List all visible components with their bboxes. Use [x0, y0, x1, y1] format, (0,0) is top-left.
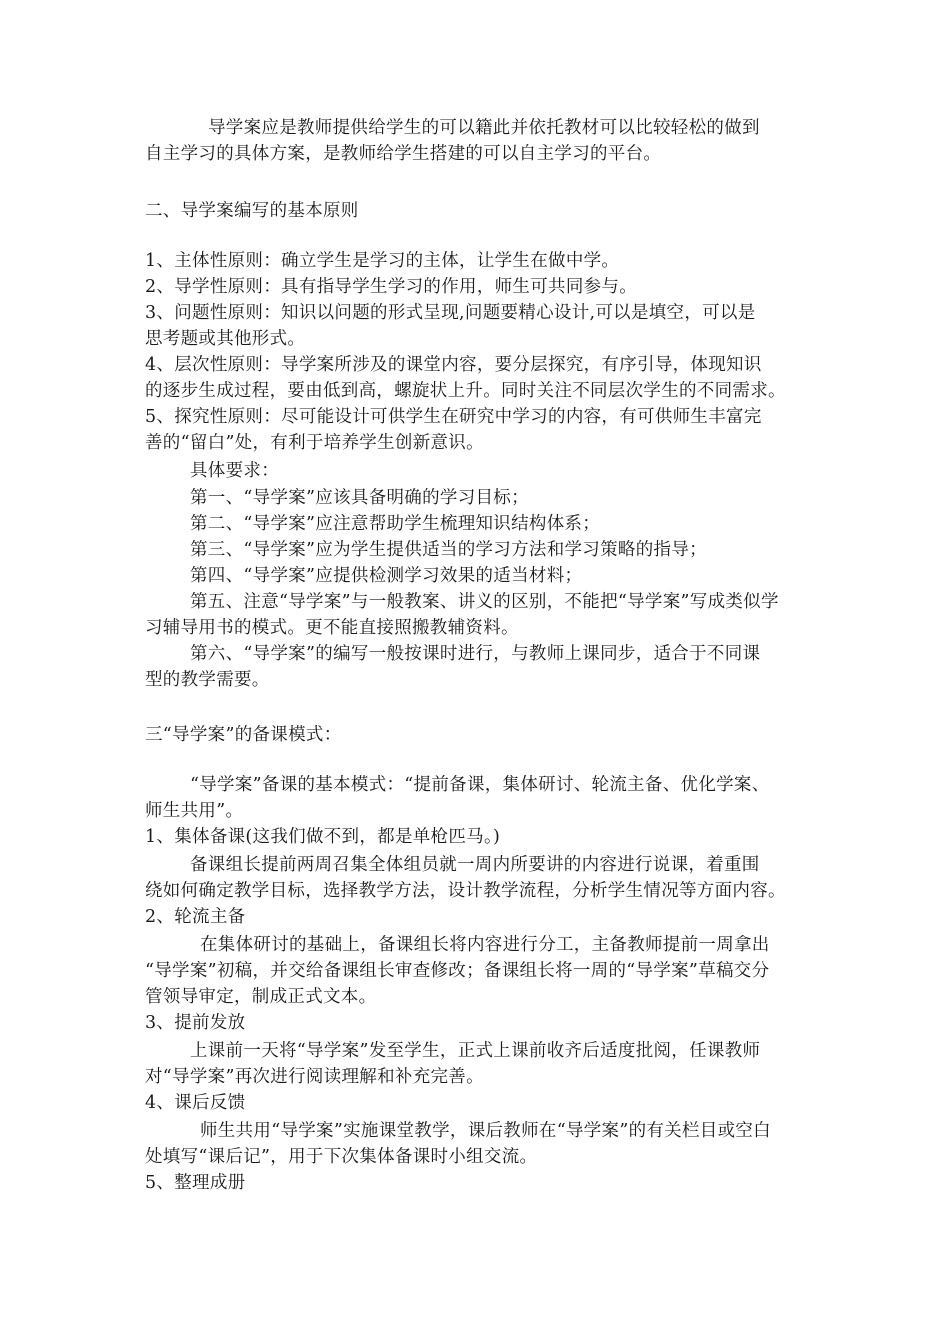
requirement-item: 第五、注意“导学案”与一般教案、讲义的区别，不能把“导学案”写成类似学	[190, 592, 779, 612]
paragraph-line: 上课前一天将“导学案”发至学生，正式上课前收齐后适度批阅，任课教师	[190, 1041, 761, 1061]
paragraph-line: 绕如何确定教学目标，选择教学方法，设计教学流程，分析学生情况等方面内容。	[145, 881, 786, 901]
list-item-continuation: 善的“留白”处，有利于培养学生创新意识。	[145, 433, 484, 453]
paragraph-line: 自主学习的具体方案，是教师给学生搭建的可以自主学习的平台。	[145, 144, 662, 164]
requirement-item: 第三、“导学案”应为学生提供适当的学习方法和学习策略的指导；	[190, 540, 707, 560]
section-heading: 三“导学案”的备课模式：	[145, 725, 342, 745]
paragraph-line: 导学案应是教师提供给学生的可以籍此并依托教材可以比较轻松的做到	[208, 118, 760, 138]
list-item-continuation: 思考题或其他形式。	[145, 329, 306, 349]
requirement-item: 第二、“导学案”应注意帮助学生梳理知识结构体系；	[190, 514, 601, 534]
section-heading: 二、导学案编写的基本原则	[145, 201, 359, 221]
list-item: 2、导学性原则：具有指导学生学习的作用，师生可共同参与。	[145, 277, 638, 297]
list-item-continuation: 的逐步生成过程，要由低到高，螺旋状上升。同时关注不同层次学生的不同需求。	[145, 381, 786, 401]
step-heading: 1、集体备课(这我们做不到，都是单枪匹马。)	[145, 827, 501, 847]
paragraph-line: 对“导学案”再次进行阅读理解和补充完善。	[145, 1067, 484, 1087]
paragraph-line: 备课组长提前两周召集全体组员就一周内所要讲的内容进行说课，着重围	[190, 855, 760, 875]
paragraph-line: “导学案”初稿，并交给备课组长审查修改；备课组长将一周的“导学案”草稿交分	[145, 961, 770, 981]
requirement-item: 第六、“导学案”的编写一般按课时进行，与教师上课同步，适合于不同课	[190, 644, 761, 664]
list-item: 4、层次性原则：导学案所涉及的课堂内容，要分层探究，有序引导，体现知识	[145, 355, 762, 375]
step-heading: 4、课后反馈	[145, 1093, 246, 1113]
paragraph-line: 在集体研讨的基础上，备课组长将内容进行分工，主备教师提前一周拿出	[200, 935, 770, 955]
list-item: 1、主体性原则：确立学生是学习的主体，让学生在做中学。	[145, 251, 620, 271]
requirement-item-continuation: 型的教学需要。	[145, 670, 270, 690]
step-heading: 2、轮流主备	[145, 907, 246, 927]
paragraph-line: 师生共用”。	[145, 801, 244, 821]
requirement-item-continuation: 习辅导用书的模式。更不能直接照搬教辅资料。	[145, 618, 519, 638]
paragraph-line: 处填写“课后记”，用于下次集体备课时小组交流。	[145, 1147, 538, 1167]
paragraph-line: “导学案”备课的基本模式：“提前备课，集体研讨、轮流主备、优化学案、	[190, 775, 770, 795]
step-heading: 3、提前发放	[145, 1013, 246, 1033]
sub-heading: 具体要求：	[190, 461, 279, 481]
paragraph-line: 管领导审定，制成正式文本。	[145, 987, 377, 1007]
requirement-item: 第一、“导学案”应该具备明确的学习目标；	[190, 488, 529, 508]
list-item: 3、问题性原则：知识以问题的形式呈现,问题要精心设计,可以是填空，可以是	[145, 303, 756, 323]
requirement-item: 第四、“导学案”应提供检测学习效果的适当材料；	[190, 566, 583, 586]
step-heading: 5、整理成册	[145, 1173, 246, 1193]
paragraph-line: 师生共用“导学案”实施课堂教学，课后教师在“导学案”的有关栏目或空白	[200, 1121, 771, 1141]
list-item: 5、探究性原则：尽可能设计可供学生在研究中学习的内容，有可供师生丰富完	[145, 407, 762, 427]
